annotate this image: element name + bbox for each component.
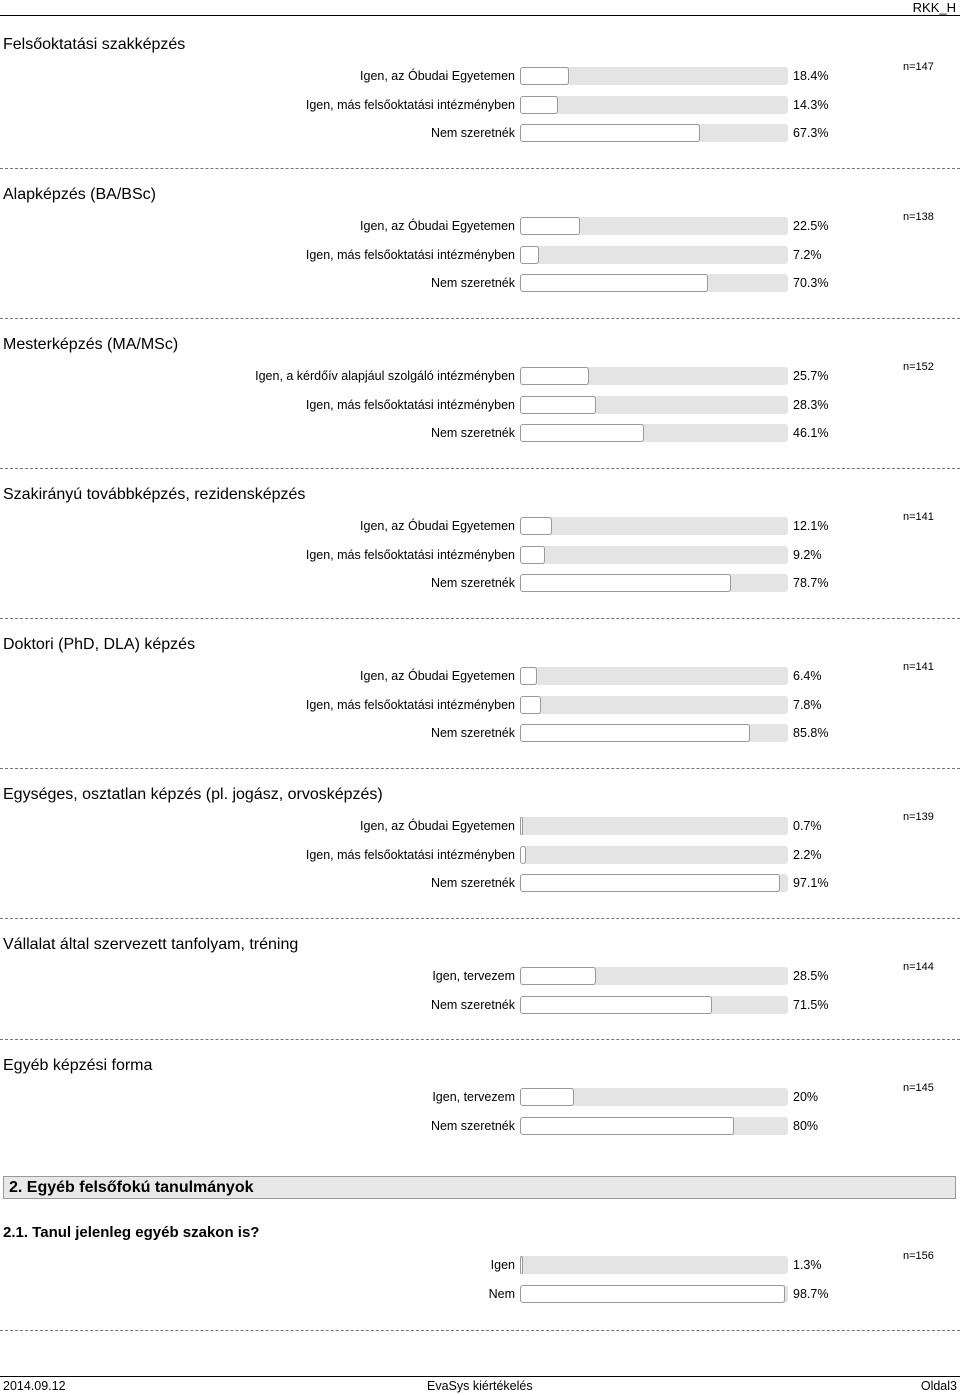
bar bbox=[520, 1285, 785, 1303]
section-divider bbox=[0, 318, 960, 319]
bar-row bbox=[0, 1088, 960, 1108]
category-label: Igen, az Óbudai Egyetemen bbox=[360, 69, 515, 83]
value-label: 1.3% bbox=[793, 1258, 822, 1272]
bar bbox=[520, 1256, 523, 1274]
value-label: 7.8% bbox=[793, 697, 822, 712]
bar-row bbox=[0, 724, 960, 744]
question-title: 2.1. Tanul jelenleg egyéb szakon is? bbox=[3, 1224, 260, 1241]
value-label: 6.4% bbox=[793, 669, 822, 683]
section-divider bbox=[0, 1039, 960, 1040]
bar-track bbox=[520, 667, 788, 685]
category-label: Igen, más felsőoktatási intézményben bbox=[305, 397, 515, 412]
bar-row bbox=[0, 246, 960, 266]
bar-row bbox=[0, 217, 960, 237]
category-label: Igen, az Óbudai Egyetemen bbox=[360, 519, 515, 533]
value-label: 20% bbox=[793, 1090, 819, 1104]
bar-track bbox=[520, 967, 788, 985]
value-label: 18.4% bbox=[793, 69, 829, 83]
section-divider bbox=[0, 618, 960, 619]
chart-title: Vállalat által szervezett tanfolyam, tréning bbox=[3, 936, 299, 953]
value-label: 12.1% bbox=[793, 519, 829, 533]
bar bbox=[520, 367, 589, 385]
bar-row bbox=[0, 274, 960, 294]
category-label: Igen, más felsőoktatási intézményben bbox=[305, 97, 515, 112]
category-label: Nem szeretnék bbox=[430, 126, 515, 140]
bar-row bbox=[0, 96, 960, 116]
bar-track bbox=[520, 846, 788, 864]
bar-row bbox=[0, 424, 960, 444]
bar-track bbox=[520, 1256, 788, 1274]
bar-row bbox=[0, 846, 960, 866]
bar bbox=[520, 124, 700, 142]
value-label: 85.8% bbox=[793, 726, 829, 740]
category-label: Nem szeretnék bbox=[430, 1118, 515, 1133]
bar-row bbox=[0, 1117, 960, 1137]
category-label: Igen, tervezem bbox=[432, 1090, 515, 1104]
bar-row bbox=[0, 574, 960, 594]
value-label: 2.2% bbox=[793, 847, 822, 862]
section-divider bbox=[0, 918, 960, 919]
bar bbox=[520, 517, 552, 535]
bar-track bbox=[520, 424, 788, 442]
bar bbox=[520, 967, 596, 985]
chart-title: Mesterképzés (MA/MSc) bbox=[3, 336, 179, 353]
value-label: 78.7% bbox=[793, 576, 829, 590]
bar-track bbox=[520, 817, 788, 835]
bar-track bbox=[520, 396, 788, 414]
sample-size-label: n=141 bbox=[903, 661, 934, 673]
footer-divider bbox=[0, 1376, 960, 1377]
bar bbox=[520, 574, 731, 592]
bar-track bbox=[520, 274, 788, 292]
bar bbox=[520, 546, 545, 564]
bar bbox=[520, 217, 580, 235]
bar-row bbox=[0, 874, 960, 894]
bar-row bbox=[0, 1285, 960, 1305]
bar-row bbox=[0, 367, 960, 387]
bar-track bbox=[520, 546, 788, 564]
value-label: 7.2% bbox=[793, 247, 822, 262]
bar-row bbox=[0, 67, 960, 87]
bar bbox=[520, 67, 569, 85]
category-label: Igen, tervezem bbox=[432, 969, 515, 983]
bar-row bbox=[0, 124, 960, 144]
bar-row bbox=[0, 667, 960, 687]
bar bbox=[520, 1088, 574, 1106]
value-label: 67.3% bbox=[793, 126, 829, 140]
category-label: Igen, a kérdőív alapjául szolgáló intézményben bbox=[255, 369, 515, 383]
header-divider bbox=[0, 15, 960, 16]
header-code: RKK_H bbox=[912, 0, 956, 15]
sample-size-label: n=144 bbox=[903, 961, 934, 973]
sample-size-label: n=147 bbox=[903, 61, 934, 73]
bar bbox=[520, 724, 750, 742]
bar-track bbox=[520, 517, 788, 535]
bar-track bbox=[520, 67, 788, 85]
value-label: 97.1% bbox=[793, 876, 829, 890]
bar-track bbox=[520, 996, 788, 1014]
bar-track bbox=[520, 874, 788, 892]
part-title: 2. Egyéb felsőfokú tanulmányok bbox=[9, 1179, 254, 1196]
chart-title: Szakirányú továbbképzés, rezidensképzés bbox=[3, 486, 306, 503]
bar-row bbox=[0, 517, 960, 537]
bar bbox=[520, 817, 523, 835]
value-label: 14.3% bbox=[793, 97, 829, 112]
category-label: Igen, az Óbudai Egyetemen bbox=[360, 219, 515, 233]
category-label: Nem szeretnék bbox=[430, 876, 515, 890]
bar bbox=[520, 246, 539, 264]
category-label: Nem szeretnék bbox=[430, 997, 515, 1012]
sample-size-label: n=138 bbox=[903, 211, 934, 223]
bar-row bbox=[0, 1256, 960, 1276]
bar bbox=[520, 96, 558, 114]
bar-row bbox=[0, 996, 960, 1016]
value-label: 0.7% bbox=[793, 819, 822, 833]
value-label: 28.5% bbox=[793, 969, 829, 983]
bar bbox=[520, 696, 541, 714]
value-label: 9.2% bbox=[793, 547, 822, 562]
bar-track bbox=[520, 696, 788, 714]
value-label: 98.7% bbox=[793, 1286, 829, 1301]
bar bbox=[520, 874, 780, 892]
category-label: Nem szeretnék bbox=[430, 276, 515, 290]
category-label: Igen, az Óbudai Egyetemen bbox=[360, 669, 515, 683]
bar bbox=[520, 667, 537, 685]
bar bbox=[520, 846, 526, 864]
chart-title: Egyéb képzési forma bbox=[3, 1057, 153, 1074]
bar-track bbox=[520, 724, 788, 742]
section-divider bbox=[0, 768, 960, 769]
bar bbox=[520, 396, 596, 414]
bar-row bbox=[0, 696, 960, 716]
bar-row bbox=[0, 967, 960, 987]
sample-size-label: n=141 bbox=[903, 511, 934, 523]
bar bbox=[520, 1117, 734, 1135]
bar-track bbox=[520, 1088, 788, 1106]
value-label: 25.7% bbox=[793, 369, 829, 383]
category-label: Igen, más felsőoktatási intézményben bbox=[305, 847, 515, 862]
bar-track bbox=[520, 367, 788, 385]
chart-title: Doktori (PhD, DLA) képzés bbox=[3, 636, 196, 653]
chart-title: Egységes, osztatlan képzés (pl. jogász, orvosképzés) bbox=[3, 786, 383, 803]
bar-track bbox=[520, 246, 788, 264]
category-label: Igen, más felsőoktatási intézményben bbox=[305, 247, 515, 262]
footer-center: EvaSys kiértékelés bbox=[427, 1379, 533, 1393]
category-label: Igen, az Óbudai Egyetemen bbox=[360, 819, 515, 833]
chart-title: Alapképzés (BA/BSc) bbox=[3, 186, 156, 203]
part-heading-box bbox=[3, 1176, 956, 1199]
footer-date: 2014.09.12 bbox=[3, 1379, 66, 1393]
section-divider bbox=[0, 468, 960, 469]
bar bbox=[520, 424, 644, 442]
category-label: Nem szeretnék bbox=[430, 726, 515, 740]
bar-row bbox=[0, 546, 960, 566]
category-label: Igen, más felsőoktatási intézményben bbox=[305, 547, 515, 562]
bar-track bbox=[520, 574, 788, 592]
category-label: Nem szeretnék bbox=[430, 426, 515, 440]
value-label: 70.3% bbox=[793, 276, 829, 290]
sample-size-label: n=139 bbox=[903, 811, 934, 823]
category-label: Nem bbox=[488, 1286, 515, 1301]
category-label: Igen bbox=[490, 1258, 515, 1272]
value-label: 80% bbox=[793, 1118, 819, 1133]
footer-page: Oldal3 bbox=[920, 1379, 957, 1393]
value-label: 46.1% bbox=[793, 426, 829, 440]
sample-size-label: n=145 bbox=[903, 1082, 934, 1094]
bar-row bbox=[0, 817, 960, 837]
bar-track bbox=[520, 96, 788, 114]
bar bbox=[520, 996, 712, 1014]
chart-title: Felsőoktatási szakképzés bbox=[3, 36, 186, 53]
category-label: Igen, más felsőoktatási intézményben bbox=[305, 697, 515, 712]
bar-track bbox=[520, 1117, 788, 1135]
section-divider bbox=[0, 1330, 960, 1331]
value-label: 22.5% bbox=[793, 219, 829, 233]
bar-track bbox=[520, 217, 788, 235]
sample-size-label: n=152 bbox=[903, 361, 934, 373]
bar-track bbox=[520, 1285, 788, 1303]
sample-size-label: n=156 bbox=[903, 1250, 934, 1262]
bar bbox=[520, 274, 708, 292]
value-label: 71.5% bbox=[793, 997, 829, 1012]
category-label: Nem szeretnék bbox=[430, 576, 515, 590]
section-divider bbox=[0, 168, 960, 169]
bar-row bbox=[0, 396, 960, 416]
bar-track bbox=[520, 124, 788, 142]
value-label: 28.3% bbox=[793, 397, 829, 412]
